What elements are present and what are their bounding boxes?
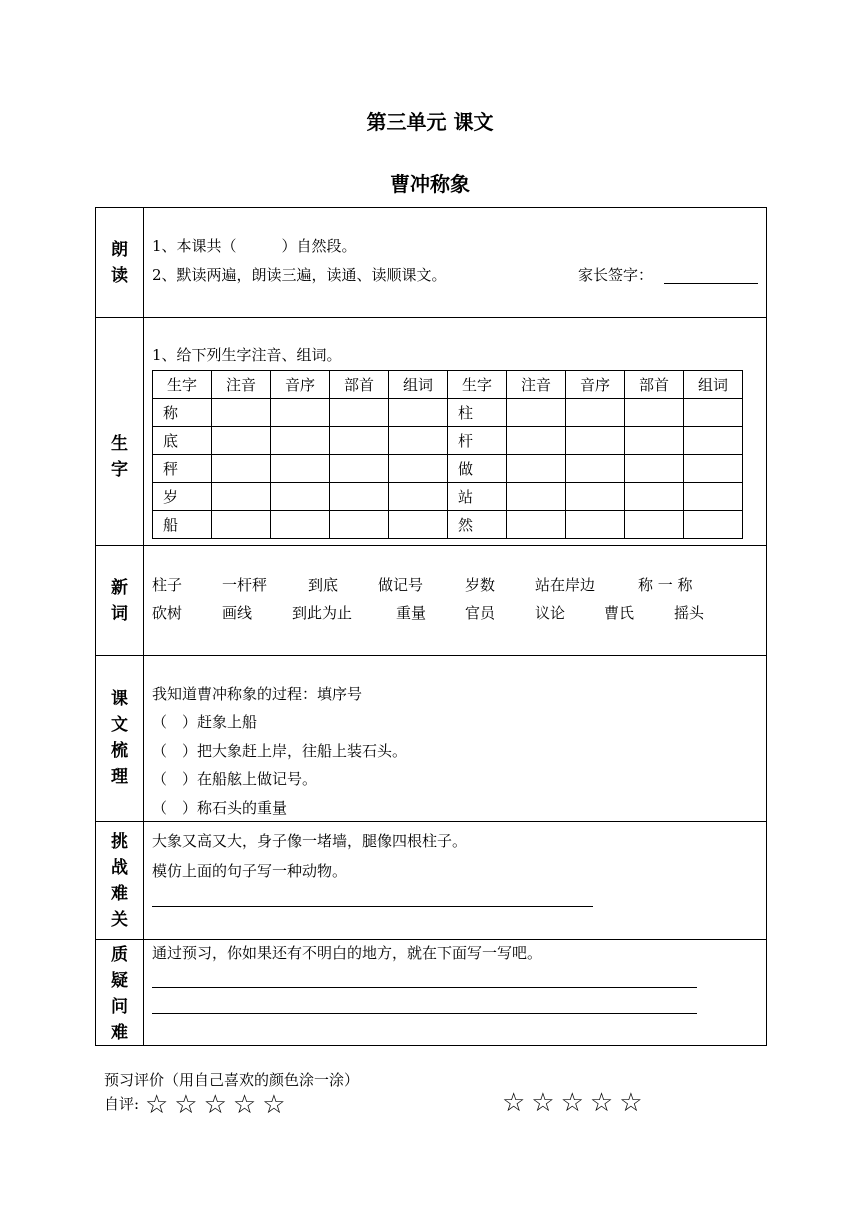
- answer-line[interactable]: [152, 987, 697, 988]
- char-cell: 岁: [153, 483, 212, 511]
- answer-cell[interactable]: [625, 511, 684, 539]
- answer-cell[interactable]: [684, 399, 743, 427]
- answer-cell[interactable]: [507, 511, 566, 539]
- sequence-item[interactable]: （ ）赶象上船: [152, 713, 258, 731]
- word-item: 砍树: [152, 604, 183, 622]
- questions-instruction: 通过预习，你如果还有不明白的地方，就在下面写一写吧。: [152, 944, 543, 962]
- answer-cell[interactable]: [625, 455, 684, 483]
- answer-cell[interactable]: [271, 483, 330, 511]
- parent-sign-line[interactable]: [664, 283, 758, 284]
- answer-cell[interactable]: [389, 427, 448, 455]
- answer-cell[interactable]: [212, 483, 271, 511]
- questions-label: 质 疑 问 难: [111, 945, 128, 1043]
- answer-cell[interactable]: [389, 483, 448, 511]
- table-row: [153, 483, 743, 511]
- answer-cell[interactable]: [684, 427, 743, 455]
- answer-cell[interactable]: [212, 511, 271, 539]
- sequence-item[interactable]: （ ）在船舷上做记号。: [152, 770, 318, 788]
- new-words-label: 新 词: [111, 578, 128, 624]
- col-header: 注音: [212, 371, 271, 399]
- col-header: 音序: [271, 371, 330, 399]
- answer-cell[interactable]: [684, 455, 743, 483]
- word-item: 画线: [222, 604, 253, 622]
- answer-cell[interactable]: [212, 399, 271, 427]
- reading-label: 朗 读: [111, 240, 128, 286]
- word-item: 官员: [465, 604, 496, 622]
- star-rating-self[interactable]: ☆☆☆☆☆: [145, 1090, 292, 1120]
- parent-sign-label: 家长签字：: [578, 266, 654, 284]
- evaluation-title: 预习评价（用自己喜欢的颜色涂一涂）: [104, 1071, 360, 1089]
- col-header: 音序: [566, 371, 625, 399]
- char-cell: 底: [153, 427, 212, 455]
- answer-cell[interactable]: [389, 399, 448, 427]
- col-header: 生字: [153, 371, 212, 399]
- answer-cell[interactable]: [507, 455, 566, 483]
- table-row: [153, 455, 743, 483]
- answer-cell[interactable]: [684, 483, 743, 511]
- answer-line[interactable]: [152, 1013, 697, 1014]
- challenge-label: 挑 战 难 关: [111, 832, 128, 930]
- word-item: 称 一 称: [638, 576, 693, 594]
- answer-cell[interactable]: [566, 483, 625, 511]
- answer-cell[interactable]: [330, 399, 389, 427]
- unit-title: 第三单元 课文: [366, 110, 494, 134]
- sequence-item[interactable]: （ ）把大象赶上岸，往船上装石头。: [152, 742, 408, 760]
- word-item: 做记号: [378, 576, 424, 594]
- sequence-item[interactable]: （ ）称石头的重量: [152, 799, 288, 817]
- row-divider: [95, 317, 767, 318]
- char-cell: 船: [153, 511, 212, 539]
- col-header: 生字: [448, 371, 507, 399]
- answer-cell[interactable]: [566, 511, 625, 539]
- lesson-title: 曹冲称象: [390, 172, 470, 196]
- char-cell: 秤: [153, 455, 212, 483]
- table-row: [153, 399, 743, 427]
- word-item: 曹氏: [604, 604, 635, 622]
- imitation-instruction: 模仿上面的句子写一种动物。: [152, 862, 348, 880]
- char-cell: 站: [448, 483, 507, 511]
- row-divider: [95, 939, 767, 940]
- answer-cell[interactable]: [330, 483, 389, 511]
- row-divider: [95, 821, 767, 822]
- word-item: 岁数: [465, 576, 496, 594]
- example-sentence: 大象又高又大，身子像一堵墙，腿像四根柱子。: [152, 832, 468, 850]
- answer-cell[interactable]: [389, 511, 448, 539]
- paragraph-count-question: 1、本课共（ ）自然段。: [152, 237, 357, 255]
- word-item: 站在岸边: [535, 576, 596, 594]
- table-row: [153, 511, 743, 539]
- col-header: 部首: [625, 371, 684, 399]
- new-chars-table: [152, 370, 743, 539]
- label-column-divider: [143, 207, 144, 1046]
- text-review-label: 课 文 梳 理: [111, 689, 128, 787]
- worksheet-table: [95, 207, 767, 1046]
- word-item: 到此为止: [292, 604, 353, 622]
- self-evaluation-label: 自评:: [104, 1095, 140, 1113]
- col-header: 组词: [389, 371, 448, 399]
- new-chars-label: 生 字: [111, 434, 128, 480]
- new-chars-instruction: 1、给下列生字注音、组词。: [152, 346, 342, 364]
- char-cell: 然: [448, 511, 507, 539]
- reading-instruction: 2、默读两遍，朗读三遍，读通、读顺课文。: [152, 266, 447, 284]
- word-item: 摇头: [674, 604, 705, 622]
- answer-cell[interactable]: [507, 399, 566, 427]
- word-item: 重量: [396, 604, 427, 622]
- row-divider: [95, 655, 767, 656]
- answer-cell[interactable]: [566, 427, 625, 455]
- char-cell: 称: [153, 399, 212, 427]
- table-row: [153, 427, 743, 455]
- answer-cell[interactable]: [271, 399, 330, 427]
- answer-line[interactable]: [152, 906, 593, 907]
- answer-cell[interactable]: [271, 427, 330, 455]
- col-header: 组词: [684, 371, 743, 399]
- char-cell: 杆: [448, 427, 507, 455]
- word-item: 一杆秤: [222, 576, 268, 594]
- answer-cell[interactable]: [507, 427, 566, 455]
- answer-cell[interactable]: [330, 511, 389, 539]
- word-item: 议论: [535, 604, 566, 622]
- answer-cell[interactable]: [330, 455, 389, 483]
- review-intro: 我知道曹冲称象的过程：填序号: [152, 685, 363, 703]
- answer-cell[interactable]: [271, 455, 330, 483]
- star-rating-other[interactable]: ☆☆☆☆☆: [502, 1088, 649, 1118]
- col-header: 部首: [330, 371, 389, 399]
- col-header: 注音: [507, 371, 566, 399]
- char-cell: 柱: [448, 399, 507, 427]
- answer-cell[interactable]: [625, 399, 684, 427]
- answer-cell[interactable]: [507, 483, 566, 511]
- table-header-row: [153, 371, 743, 399]
- word-item: 到底: [308, 576, 339, 594]
- word-item: 柱子: [152, 576, 183, 594]
- answer-cell[interactable]: [625, 483, 684, 511]
- char-cell: 做: [448, 455, 507, 483]
- answer-cell[interactable]: [212, 455, 271, 483]
- answer-cell[interactable]: [389, 455, 448, 483]
- answer-cell[interactable]: [566, 455, 625, 483]
- answer-cell[interactable]: [330, 427, 389, 455]
- answer-cell[interactable]: [271, 511, 330, 539]
- answer-cell[interactable]: [625, 427, 684, 455]
- answer-cell[interactable]: [566, 399, 625, 427]
- answer-cell[interactable]: [684, 511, 743, 539]
- row-divider: [95, 545, 767, 546]
- answer-cell[interactable]: [212, 427, 271, 455]
